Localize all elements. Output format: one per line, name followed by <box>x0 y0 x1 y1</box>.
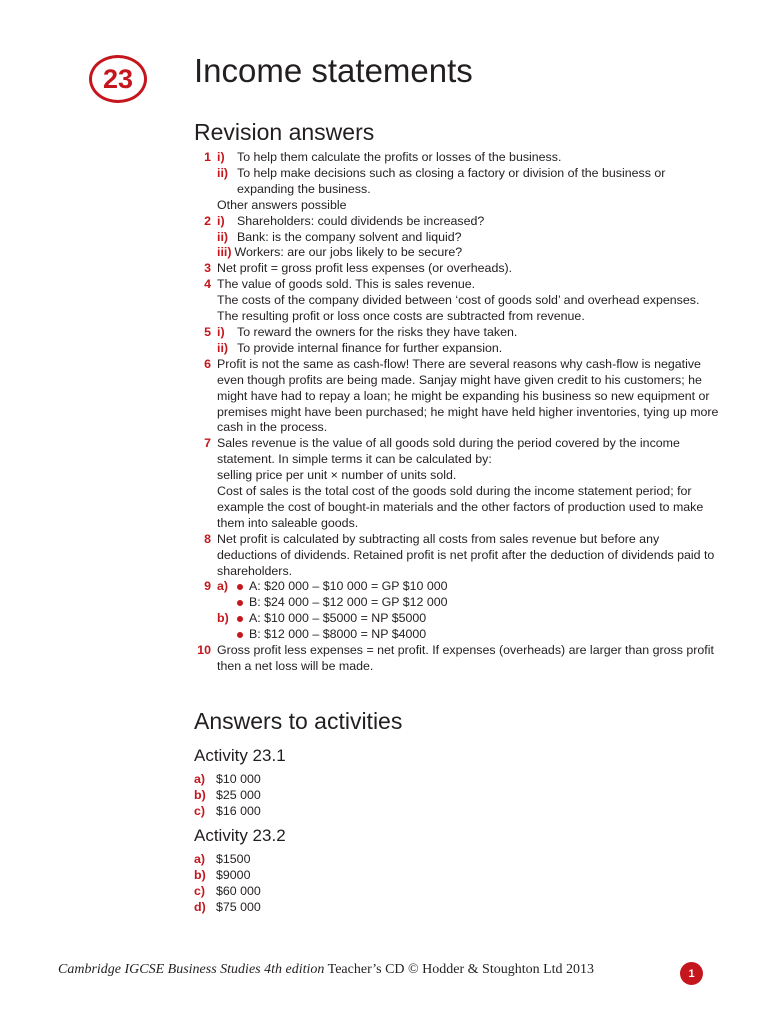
revision-answers-list <box>190 150 720 675</box>
activity-heading: Activity 23.2 <box>194 826 286 845</box>
answer-text: Cost of sales is the total cost of the goods sold during the income statement period; for example the cost of bought-in materials and the other factors of production used to make them into saleable goods. <box>217 484 704 530</box>
footer-book-title: Cambridge IGCSE Business Studies 4th edition <box>58 962 325 977</box>
answer-number: 6 <box>204 356 211 371</box>
answer-text: A: $20 000 – $10 000 = GP $10 000 <box>249 579 448 594</box>
answer-text: B: $24 000 – $12 000 = GP $12 000 <box>249 595 448 610</box>
answer-text: The value of goods sold. This is sales revenue. <box>217 277 476 292</box>
activity-answer-list <box>194 851 261 915</box>
sub-label: ii) <box>217 340 229 355</box>
answer-label: b) <box>194 868 206 882</box>
sub-label: i) <box>217 324 225 339</box>
answer-label: d) <box>194 900 206 914</box>
sub-label: ii) <box>217 229 229 244</box>
answer-text: Workers: are our jobs likely to be secure? <box>234 245 463 260</box>
answer-text: Shareholders: could dividends be increased? <box>237 213 485 228</box>
answer-number: 3 <box>204 261 211 276</box>
sub-label: i) <box>217 150 225 164</box>
answer-text: To reward the owners for the risks they have taken. <box>237 324 518 339</box>
bullet-icon <box>237 584 243 590</box>
answer-item <box>190 532 720 580</box>
answer-value: $9000 <box>216 868 251 882</box>
answer-text: The costs of the company divided between ‘cost of goods sold’ and overhead expenses. <box>217 293 700 308</box>
answer-number: 9 <box>204 579 211 594</box>
bullet-icon <box>237 616 243 622</box>
answer-text: The resulting profit or loss once costs are subtracted from revenue. <box>217 309 585 324</box>
answer-item <box>190 325 720 357</box>
answer-text: Sales revenue is the value of all goods sold during the period covered by the income statement. In simple terms it can be calculated by: <box>217 436 680 467</box>
chapter-number: 23 <box>102 63 134 94</box>
activities-heading: Answers to activities <box>194 708 403 734</box>
activity-answer-list <box>194 771 261 819</box>
answer-item <box>190 643 720 675</box>
answer-item <box>190 150 720 214</box>
answer-text: Net profit is calculated by subtracting all costs from sales revenue but before any deductions of dividends. Retained profit is net profit after the deduction of dividends paid to shareholders. <box>217 531 715 578</box>
answer-number: 1 <box>204 150 211 164</box>
sub-label: iii) <box>217 245 232 260</box>
answer-value: $25 000 <box>216 788 261 802</box>
footer-copyright: Teacher’s CD © Hodder & Stoughton Ltd 2013 <box>324 962 595 977</box>
answer-value: $75 000 <box>216 900 261 914</box>
answer-label: b) <box>194 788 206 802</box>
answer-item <box>190 579 720 643</box>
answer-value: $16 000 <box>216 804 261 818</box>
page-number: 1 <box>688 967 695 980</box>
answer-text: B: $12 000 – $8000 = NP $4000 <box>249 627 427 642</box>
answer-number: 10 <box>197 643 211 658</box>
activity-answer-row <box>194 867 261 883</box>
activity-heading: Activity 23.1 <box>194 746 286 765</box>
answer-item <box>190 436 720 531</box>
bullet-icon <box>237 632 243 638</box>
activity-answer-row <box>194 803 261 819</box>
activity-answer-row <box>194 883 261 899</box>
answer-text: Net profit = gross profit less expenses (or overheads). <box>217 261 513 276</box>
answer-label: a) <box>194 852 206 866</box>
answer-text: Gross profit less expenses = net profit. If expenses (overheads) are larger than gross profit then a net loss will be made. <box>217 643 714 673</box>
answer-item <box>190 214 720 262</box>
answer-label: a) <box>194 772 206 786</box>
answer-number: 8 <box>204 531 211 546</box>
answer-number: 7 <box>204 436 211 451</box>
sub-label: a) <box>217 579 229 594</box>
answer-text: selling price per unit × number of units sold. <box>217 468 457 483</box>
answer-label: c) <box>194 884 206 898</box>
page-footer <box>58 962 594 978</box>
answer-number: 5 <box>204 324 211 339</box>
answer-value: $1500 <box>216 852 251 866</box>
answer-item <box>190 277 720 325</box>
answer-label: c) <box>194 804 206 818</box>
answer-item <box>190 357 720 437</box>
page-number-badge <box>680 962 703 985</box>
answer-text: A: $10 000 – $5000 = NP $5000 <box>249 611 427 626</box>
chapter-number-badge <box>89 55 147 103</box>
answer-number: 2 <box>204 213 211 228</box>
page-title: Income statements <box>194 52 473 89</box>
activity-answer-row <box>194 771 261 787</box>
sub-label: i) <box>217 213 225 228</box>
answer-number: 4 <box>204 277 211 292</box>
answer-text: Profit is not the same as cash-flow! There are several reasons why cash-flow is negative even though profits are being made. Sanjay might have given credit to his customers; he might have had to repay a loan; he might be expanding his business so new equipment or premises might have been purchased; he might have held higher inventories, tying up more cash in the process. <box>217 356 719 435</box>
bullet-icon <box>237 600 243 606</box>
answer-value: $10 000 <box>216 772 261 786</box>
answer-text: To provide internal finance for further expansion. <box>237 340 503 355</box>
sub-label: ii) <box>217 165 229 180</box>
activity-answer-row <box>194 787 261 803</box>
answer-text: Bank: is the company solvent and liquid? <box>237 229 462 244</box>
activity-answer-row <box>194 851 261 867</box>
revision-answers-heading: Revision answers <box>194 119 375 145</box>
answer-text: To help make decisions such as closing a factory or division of the business or expanding the business. <box>237 165 666 196</box>
answer-note: Other answers possible <box>217 197 347 212</box>
answer-text: To help them calculate the profits or losses of the business. <box>237 150 562 164</box>
answer-value: $60 000 <box>216 884 261 898</box>
sub-label: b) <box>217 611 229 626</box>
activity-answer-row <box>194 899 261 915</box>
answer-item <box>190 261 720 277</box>
